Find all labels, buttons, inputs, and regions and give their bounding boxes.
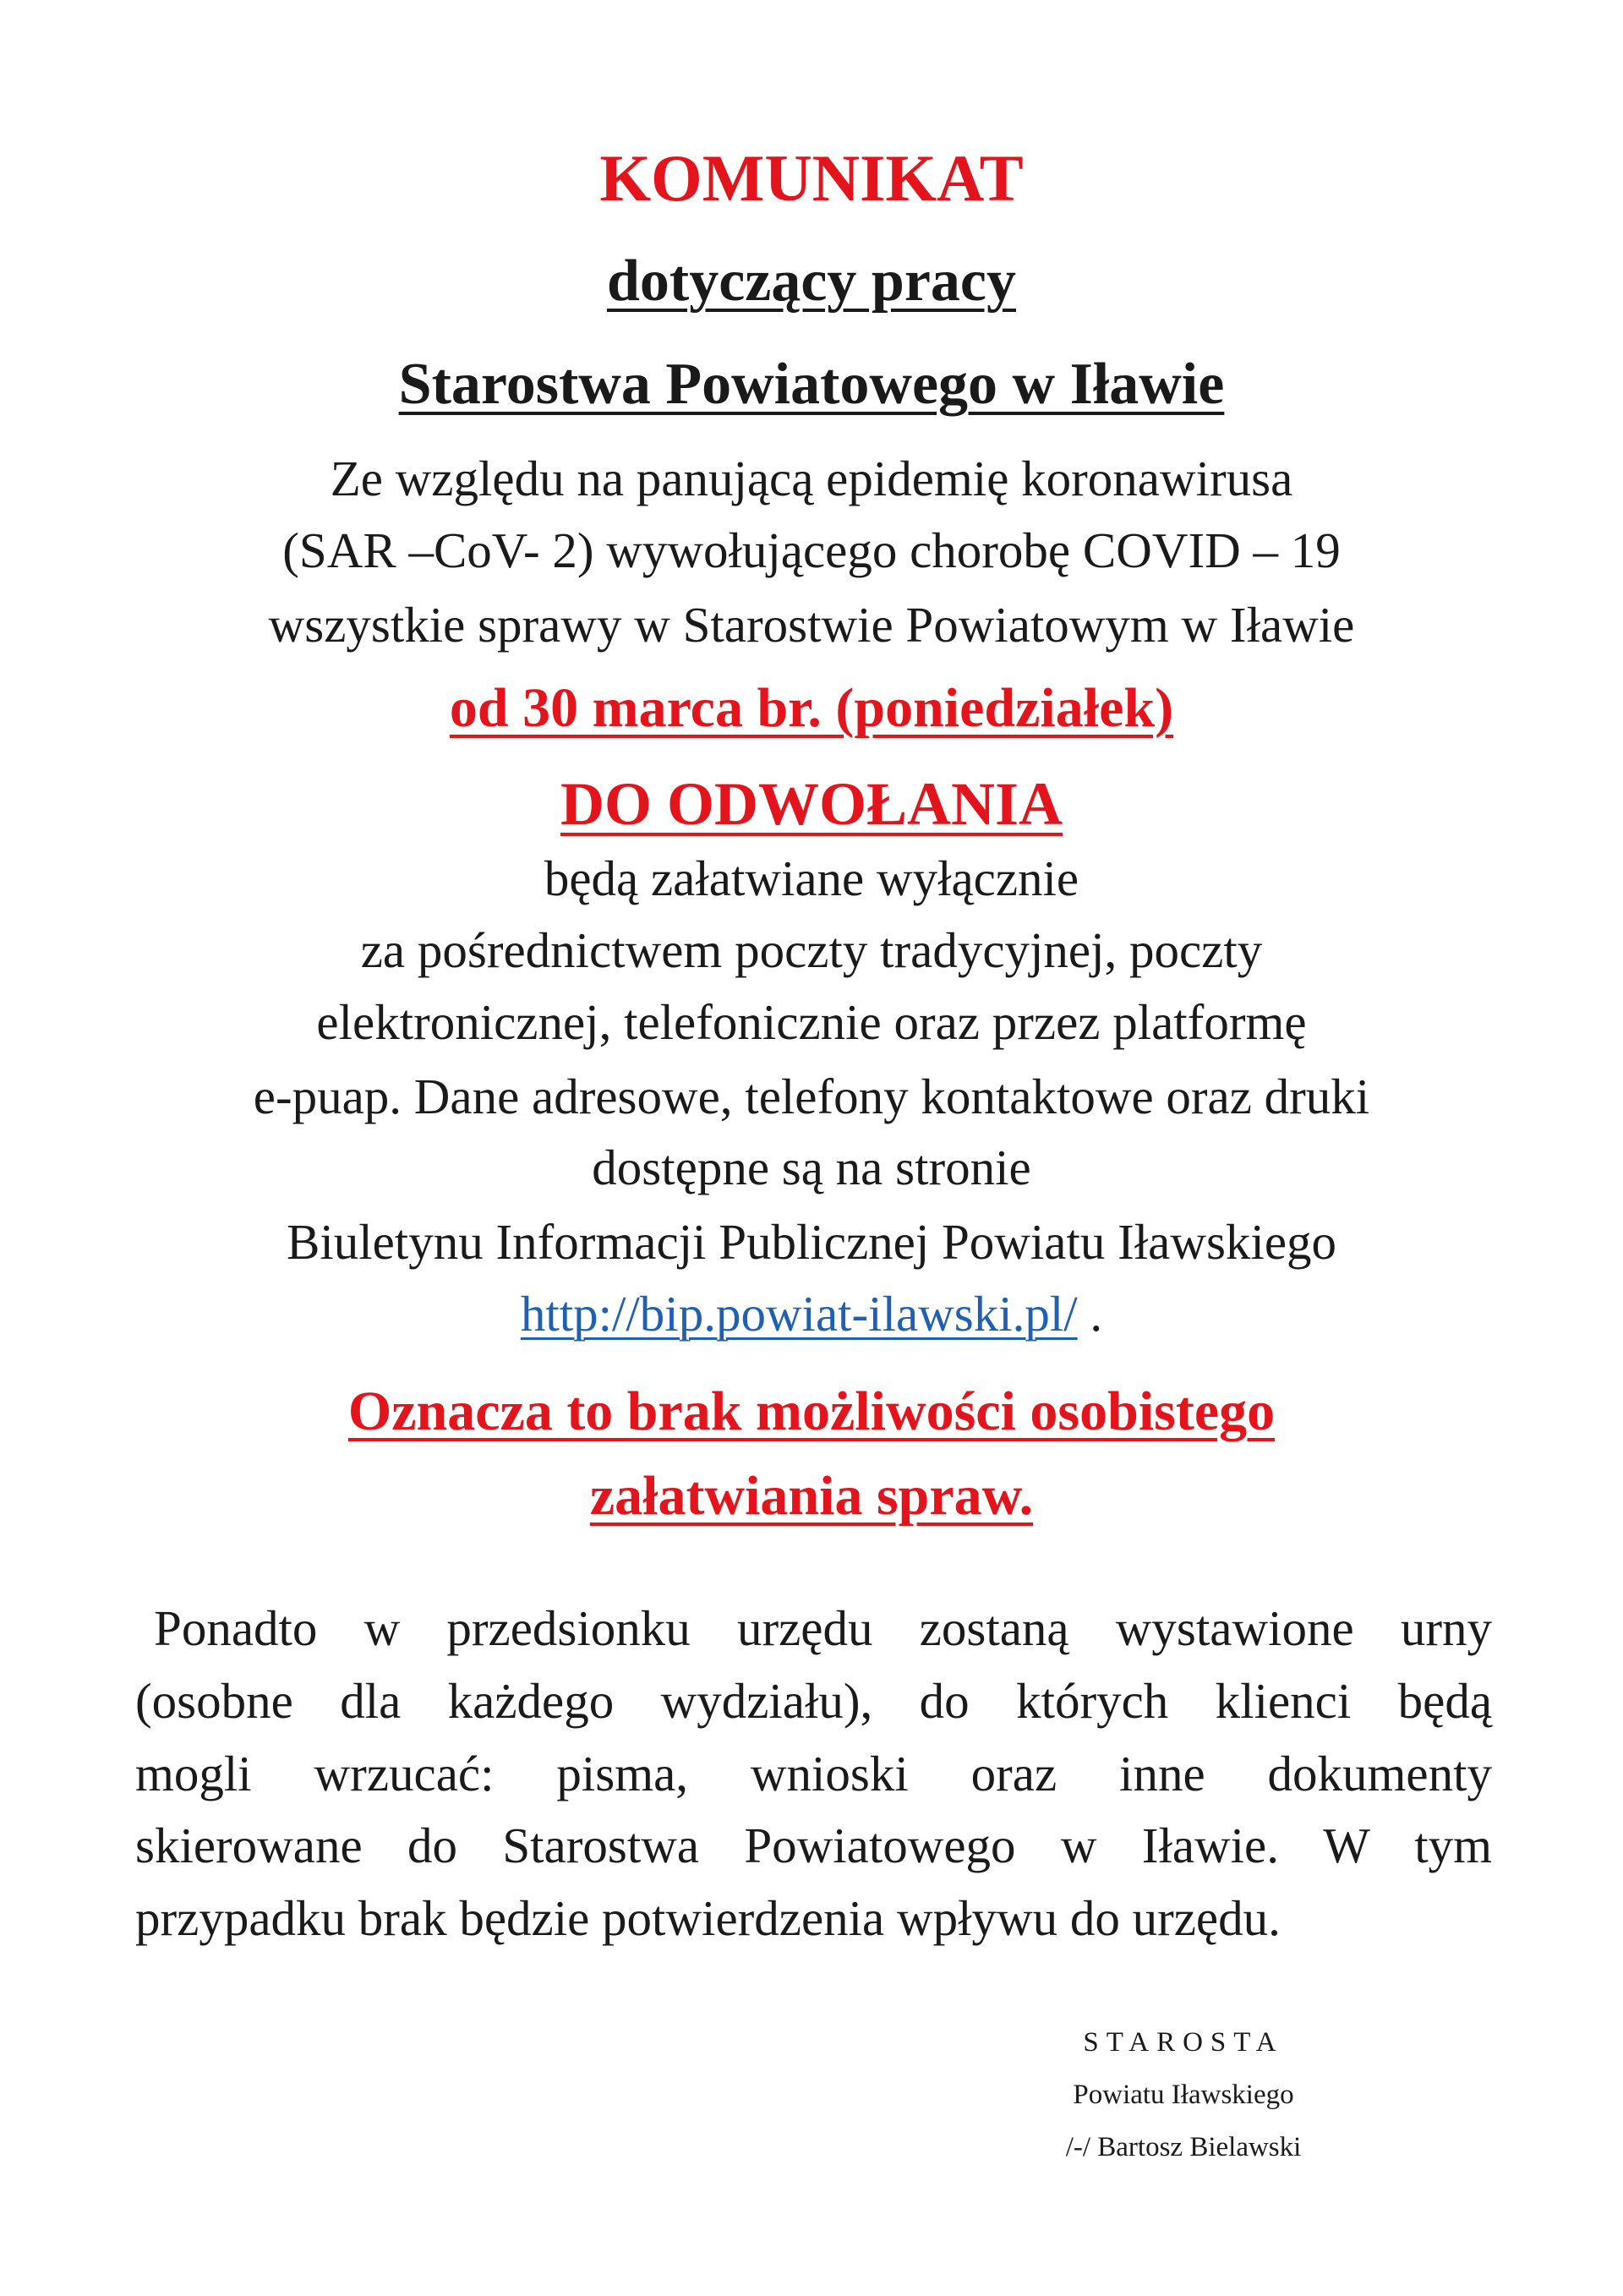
body-line-5: dostępne są na stronie	[592, 1140, 1031, 1195]
intro-line-2: (SAR –CoV- 2) wywołującego chorobę COVID – 19	[282, 522, 1341, 578]
bip-link[interactable]: http://bip.powiat-ilawski.pl/	[520, 1286, 1078, 1342]
until-revoked-line: DO ODWOŁANIA	[560, 770, 1063, 838]
body-line-3: elektronicznej, telefonicznie oraz przez platformę	[316, 994, 1307, 1050]
signature-name: /-/ Bartosz Bielawski	[1065, 2132, 1302, 2162]
urn-paragraph-line-1: Ponadto w przedsionku urzędu zostaną wystawione urny	[154, 1600, 1492, 1656]
body-line-2: za pośrednictwem poczty tradycyjnej, poczty	[360, 922, 1263, 978]
body-line-4: e-puap. Dane adresowe, telefony kontaktowe oraz druki	[253, 1069, 1370, 1124]
urn-paragraph-line-4: skierowane do Starostwa Powiatowego w Iławie. W tym	[135, 1818, 1492, 1873]
urn-paragraph-line-3: mogli wrzucać: pisma, wnioski oraz inne dokumenty	[135, 1746, 1492, 1801]
signature-role: STAROSTA	[1083, 2027, 1284, 2058]
body-line-1: będą załatwiane wyłącznie	[544, 850, 1079, 906]
body-line-6: Biuletynu Informacji Publicznej Powiatu Iławskiego	[286, 1214, 1337, 1270]
intro-line-3: wszystkie sprawy w Starostwie Powiatowym w Iławie	[268, 597, 1355, 653]
intro-line-1: Ze względu na panującą epidemię koronawirusa	[330, 451, 1293, 506]
warning-line-1: Oznacza to brak możliwości osobistego	[347, 1380, 1276, 1442]
warning-line-2: załatwiania spraw.	[589, 1465, 1034, 1527]
bip-link-line	[0, 1286, 1623, 1342]
signature-office: Powiatu Iławskiego	[1073, 2080, 1294, 2110]
bip-link-suffix: .	[1090, 1286, 1103, 1342]
urn-paragraph-line-5: przypadku brak będzie potwierdzenia wpływu do urzędu.	[135, 1890, 1281, 1946]
urn-paragraph-line-2: (osobne dla każdego wydziału), do których klienci będą	[135, 1673, 1492, 1729]
subtitle-line-2: Starostwa Powiatowego w Iławie	[398, 352, 1225, 417]
announcement-title: KOMUNIKAT	[599, 141, 1024, 215]
start-date-line: od 30 marca br. (poniedziałek)	[449, 677, 1174, 739]
subtitle-line-1: dotyczący pracy	[606, 249, 1017, 314]
